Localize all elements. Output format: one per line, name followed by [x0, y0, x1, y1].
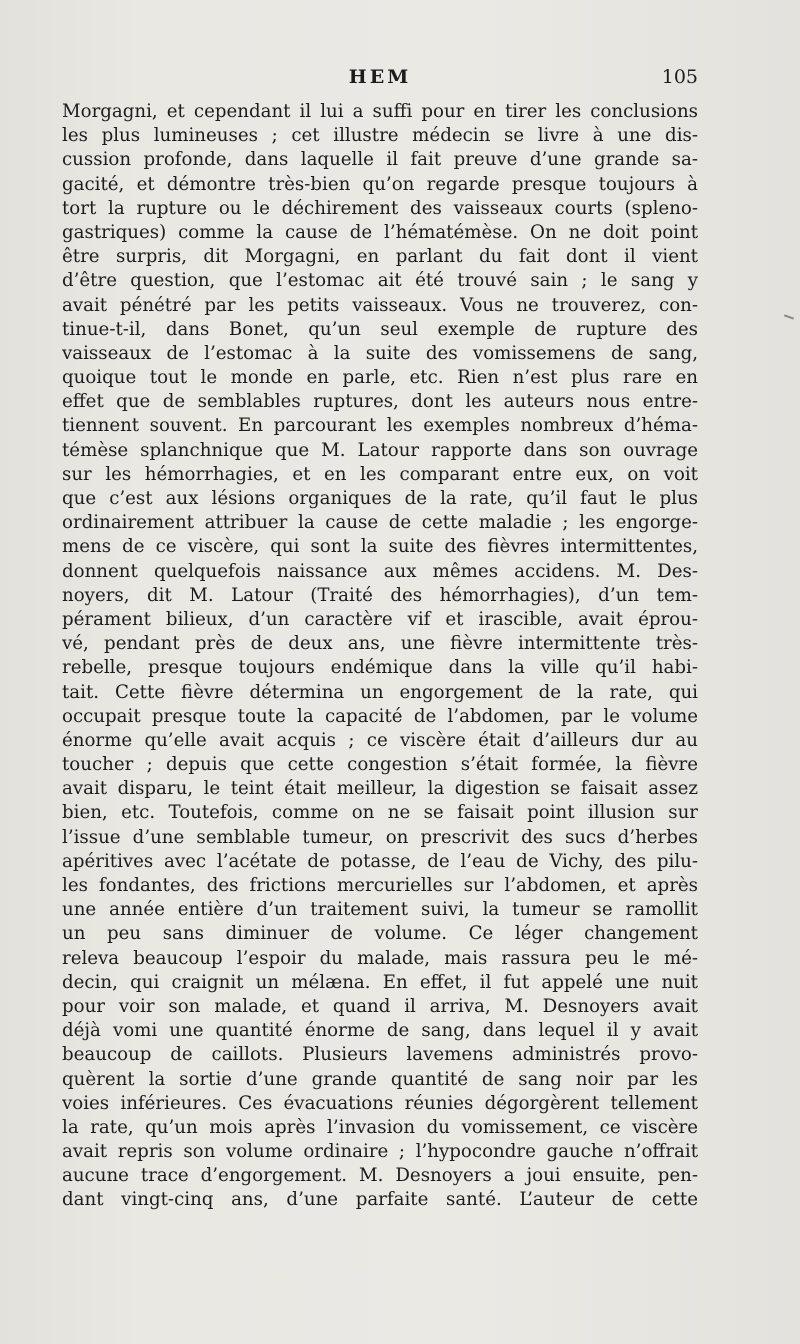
running-title: HEM [348, 66, 412, 88]
text-line: donnent quelquefois naissance aux mêmes accidens. M. Des- [62, 560, 698, 582]
text-line: vé, pendant près de deux ans, une fièvre intermittente très- [62, 633, 698, 655]
text-line: tiennent souvent. En parcourant les exemples nombreux d’héma- [62, 415, 698, 437]
text-line: avait pénétré par les petits vaisseaux. Vous ne trouverez, con- [62, 294, 698, 316]
text-line: tort la rupture ou le déchirement des vaisseaux courts (spleno- [62, 197, 698, 219]
text-line: bien, etc. Toutefois, comme on ne se faisait point illusion sur [62, 802, 698, 824]
text-line: la rate, qu’un mois après l’invasion du vomissement, ce viscère [62, 1116, 698, 1138]
text-line: déjà vomi une quantité énorme de sang, dans lequel il y avait [62, 1020, 698, 1042]
text-line: rebelle, presque toujours endémique dans la ville qu’il habi- [62, 657, 698, 679]
text-line: tinue-t-il, dans Bonet, qu’un seul exemple de rupture des [62, 318, 698, 340]
text-line: les fondantes, des frictions mercurielles sur l’abdomen, et après [62, 875, 698, 896]
text-line: tait. Cette fièvre détermina un engorgement de la rate, qui [62, 681, 698, 703]
text-line: ordinairement attribuer la cause de cette maladie ; les engorge- [62, 512, 698, 534]
text-line: Morgagni, et cependant il lui a suffi pour en tirer les conclusions [62, 101, 698, 122]
text-line: une année entière d’un traitement suivi, la tumeur se ramollit [62, 899, 698, 921]
text-line: pour voir son malade, et quand il arriva, M. Desnoyers avait [62, 995, 698, 1017]
text-line: d’être question, que l’estomac ait été trouvé sain ; le sang y [62, 270, 698, 292]
text-line: effet que de semblables ruptures, dont les auteurs nous entre- [62, 391, 698, 413]
text-line: énorme qu’elle avait acquis ; ce viscère était d’ailleurs dur au [62, 729, 698, 751]
text-line: toucher ; depuis que cette congestion s’était formée, la fièvre [62, 754, 698, 776]
text-line: l’issue d’une semblable tumeur, on prescrivit des sucs d’herbes [62, 826, 698, 848]
text-line: gastriques) comme la cause de l’hématémèse. On ne doit point [62, 221, 698, 243]
text-line: vaisseaux de l’estomac à la suite des vomissemens de sang, [62, 342, 698, 364]
text-line: noyers, dit M. Latour (Traité des hémorrhagies), d’un tem- [62, 584, 698, 606]
text-line: dant vingt-cinq ans, d’une parfaite santé. L’auteur de cette [62, 1189, 698, 1211]
text-line: les plus lumineuses ; cet illustre médecin se livre à une dis- [62, 125, 698, 147]
page-header [62, 66, 698, 98]
text-line: mens de ce viscère, qui sont la suite des fièvres intermittentes, [62, 536, 698, 558]
text-line: decin, qui craignit un mélæna. En effet, il fut appelé une nuit [62, 971, 698, 993]
text-line: gacité, et démontre très-bien qu’on regarde presque toujours à [62, 173, 698, 195]
page-number: 105 [661, 66, 698, 88]
text-line: pérament bilieux, d’un caractère vif et irascible, avait éprou- [62, 608, 698, 630]
text-line: témèse splanchnique que M. Latour rapporte dans son ouvrage [62, 439, 698, 461]
text-line: quoique tout le monde en parle, etc. Rien n’est plus rare en [62, 367, 698, 389]
text-line: beaucoup de caillots. Plusieurs lavemens administrés provo- [62, 1044, 698, 1066]
text-line: que c’est aux lésions organiques de la rate, qu’il faut le plus [62, 488, 698, 509]
text-line: être surpris, dit Morgagni, en parlant du fait dont il vient [62, 246, 698, 268]
text-line: avait disparu, le teint était meilleur, la digestion se faisait assez [62, 778, 698, 800]
margin-mark [784, 314, 794, 319]
body-text [62, 100, 698, 1213]
text-line: un peu sans diminuer de volume. Ce léger changement [62, 923, 698, 945]
text-line: aucune trace d’engorgement. M. Desnoyers a joui ensuite, pen- [62, 1165, 698, 1187]
text-line: apéritives avec l’acétate de potasse, de l’eau de Vichy, des pilu- [62, 850, 698, 872]
text-line: voies inférieures. Ces évacuations réunies dégorgèrent tellement [62, 1092, 698, 1114]
text-line: avait repris son volume ordinaire ; l’hypocondre gauche n’offrait [62, 1141, 698, 1163]
text-line: releva beaucoup l’espoir du malade, mais rassura peu le mé- [62, 947, 698, 969]
text-line: cussion profonde, dans laquelle il fait preuve d’une grande sa- [62, 149, 698, 171]
text-line: occupait presque toute la capacité de l’abdomen, par le volume [62, 705, 698, 727]
text-line: quèrent la sortie d’une grande quantité de sang noir par les [62, 1068, 698, 1090]
text-line: sur les hémorrhagies, et en les comparant entre eux, on voit [62, 463, 698, 485]
